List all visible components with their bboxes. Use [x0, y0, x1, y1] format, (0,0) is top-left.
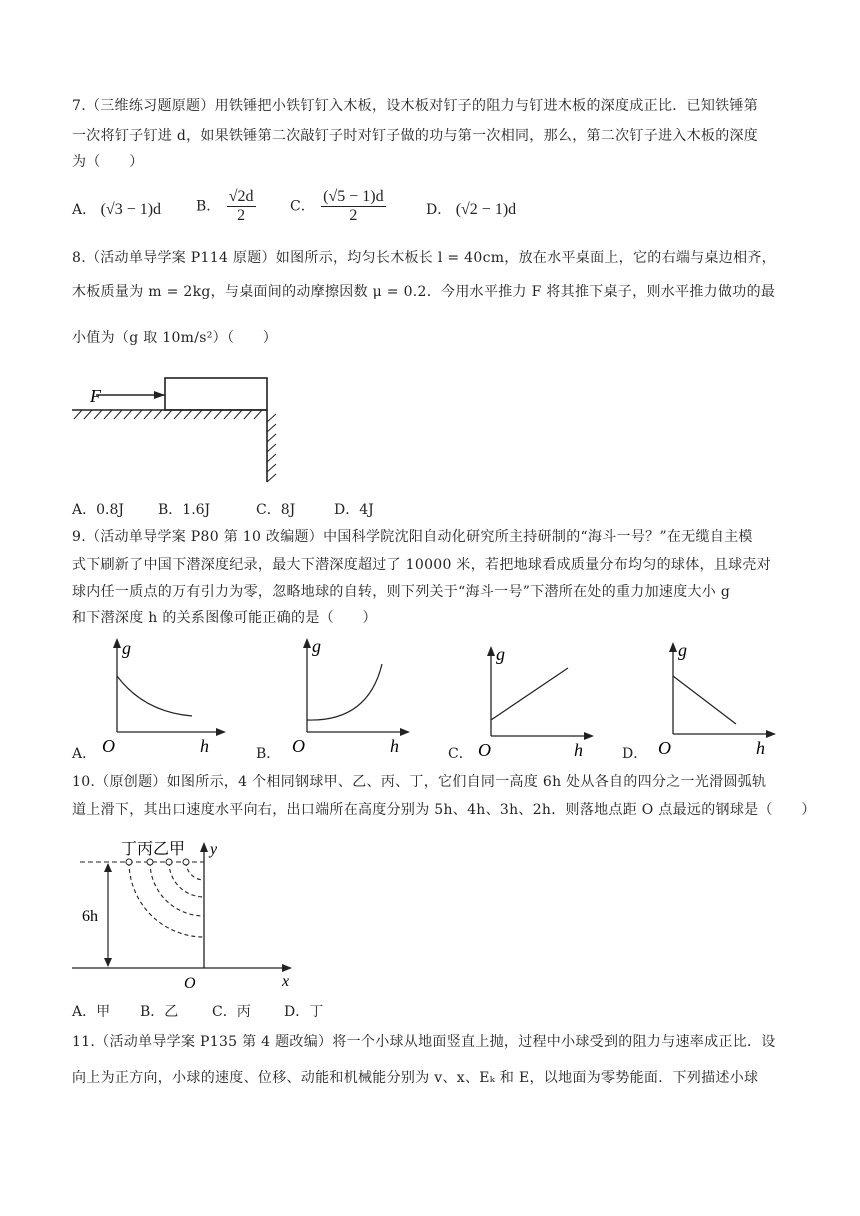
graph-d-origin: O — [658, 738, 671, 758]
q10-figure-tracks — [66, 834, 306, 994]
graph-c-origin: O — [478, 740, 491, 760]
q9-option-a-label[interactable]: A． — [72, 746, 97, 762]
q8-text-line2: 木板质量为 m = 2kg，与桌面间的动摩擦因数 μ = 0.2．今用水平推力 F 将其推下桌子，则水平推力做功的最 — [72, 284, 776, 300]
q11-text-line1: 11.（活动单导学案 P135 第 4 题改编）将一个小球从地面竖直上抛，过程中小球受到的阻力与速率成正比．设 — [72, 1034, 776, 1050]
q9-option-b-label[interactable]: B． — [256, 746, 281, 762]
q7-text-line2: 一次将钉子钉进 d，如果铁锤第二次敲钉子时对钉子做的功与第一次相同，那么，第二次钉子进入木板的深度 — [72, 128, 759, 144]
q9-text-line4: 和下潜深度 h 的关系图像可能正确的是（ ） — [72, 610, 377, 626]
q7-option-b[interactable] — [196, 188, 258, 225]
board-rect — [165, 378, 267, 410]
graph-c-g-label: g — [496, 644, 505, 664]
q7-option-c-numerator: (√5 − 1)d — [323, 188, 384, 205]
q8-text-line1: 8.（活动单导学案 P114 原题）如图所示，均匀长木板长 l = 40cm，放在水平桌面上，它的右端与桌边相齐， — [72, 250, 776, 266]
q7-option-b-label: B． — [196, 198, 221, 215]
q7-option-d-label: D． — [426, 202, 452, 218]
graph-a-curve — [117, 676, 192, 716]
force-label-f: F — [90, 386, 101, 406]
q10-text-line1: 10.（原创题）如图所示，4 个相同钢球甲、乙、丙、丁，它们自同一高度 6h 处从各自的四分之一光滑圆弧轨 — [72, 774, 767, 790]
q10-option-a[interactable]: A．甲 — [72, 1004, 111, 1020]
q7-text-line1: 7.（三维练习题原题）用铁锤把小铁钉钉入木板，设木板对钉子的阻力与钉进木板的深度成正比．已知铁锤第 — [72, 98, 759, 114]
q9-text-line1: 9.（活动单导学案 P80 第 10 改编题）中国科学院沈阳自动化研究所主持研制的“海斗一号？”在无缆自主模 — [72, 529, 753, 545]
q8-option-b[interactable]: B．1.6J — [158, 502, 211, 518]
graph-b-g-label: g — [312, 636, 321, 656]
figure-origin: O — [184, 975, 196, 992]
q9-graph-a — [100, 634, 230, 758]
graph-b-origin: O — [292, 736, 305, 756]
graph-b-curve — [307, 664, 382, 720]
q7-option-a[interactable] — [72, 200, 161, 220]
q10-option-c[interactable]: C．丙 — [212, 1004, 251, 1020]
q7-option-b-denominator: 2 — [237, 207, 246, 224]
q10-text-line2: 道上滑下，其出口速度水平向右，出口端所在高度分别为 5h、4h、3h、2h．则落地点距 O 点最远的钢球是（ ） — [72, 802, 816, 818]
q7-option-c-label: C． — [290, 198, 315, 215]
graph-c-line — [491, 668, 568, 720]
q9-option-d-label[interactable]: D． — [622, 746, 648, 762]
q9-graph-d — [656, 636, 786, 758]
graph-b-h-label: h — [390, 736, 399, 756]
q7-option-b-numerator: √2d — [228, 188, 254, 205]
q9-text-line3: 球内任一质点的万有引力为零，忽略地球的自转，则下列关于“海斗一号”下潜所在处的重力加速度大小 g — [72, 584, 731, 600]
q8-text-line3: 小值为（g 取 10m/s²）（ ） — [72, 330, 278, 346]
q9-text-line2: 式下刷新了中国下潜深度纪录，最大下潜深度超过了 10000 米，若把地球看成质量分布均匀的球体，且球壳对 — [72, 557, 772, 573]
q7-text-line3: 为（ ） — [72, 154, 144, 170]
q9-graph-c — [474, 640, 604, 760]
q7-option-d[interactable] — [426, 200, 516, 220]
graph-a-origin: O — [102, 736, 115, 756]
figure-y-label: y — [210, 841, 218, 858]
graph-a-h-label: h — [200, 736, 209, 756]
q9-option-c-label[interactable]: C． — [448, 746, 473, 762]
height-label-6h: 6h — [82, 908, 98, 925]
q8-option-a[interactable]: A．0.8J — [72, 502, 124, 518]
q9-graph-b — [290, 632, 420, 756]
graph-a-g-label: g — [122, 638, 131, 658]
q7-option-a-expr: (√3 − 1)d — [100, 201, 162, 218]
arc-tracks — [129, 862, 204, 937]
graph-d-g-label: g — [678, 640, 687, 660]
ball-labels: 丁丙乙甲 — [121, 841, 186, 858]
q11-text-line2: 向上为正方向，小球的速度、位移、动能和机械能分别为 v、x、Eₖ 和 E，以地面为零势能面．下列描述小球 — [72, 1070, 759, 1086]
graph-d-line — [673, 676, 736, 724]
q8-option-d[interactable]: D．4J — [334, 502, 374, 518]
graph-d-h-label: h — [756, 738, 765, 758]
q8-option-c[interactable]: C．8J — [256, 502, 296, 518]
figure-x-label: x — [282, 973, 290, 990]
force-arrowhead — [154, 391, 165, 399]
q7-option-c-denominator: 2 — [349, 207, 358, 224]
table-hatch — [74, 410, 276, 482]
q7-option-c[interactable] — [290, 188, 388, 225]
graph-c-h-label: h — [574, 740, 583, 760]
q7-option-d-expr: (√2 − 1)d — [455, 201, 517, 218]
q8-figure-board-table — [70, 370, 280, 488]
q10-option-d[interactable]: D．丁 — [284, 1004, 324, 1020]
q7-option-a-label: A． — [72, 202, 97, 218]
q10-option-b[interactable]: B．乙 — [140, 1004, 179, 1020]
